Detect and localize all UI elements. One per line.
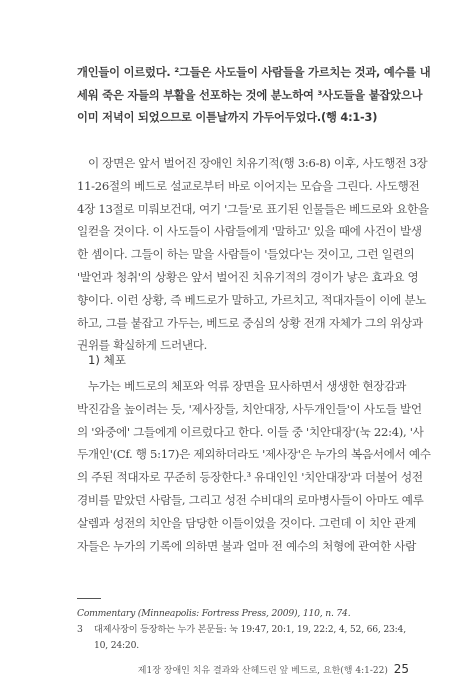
footnote-number: 3 <box>77 624 83 635</box>
quote-line: 세워 죽은 자들의 부활을 선포하는 것에 분노하여 ³사도들을 붙잡았으나 <box>77 88 423 102</box>
arrest-paragraph <box>77 375 431 557</box>
body-line: 살렘과 성전의 치안을 담당한 이들이었을 것이다. 그런데 이 치안 관계 <box>77 515 417 530</box>
running-title: 제1장 장애인 치유 결과와 산헤드린 앞 베드로, 요한(행 4:1-22) <box>137 666 388 676</box>
body-line: '발언과 청취'의 상황은 앞서 벌어진 치유기적의 경이가 낳은 효과요 영 <box>77 269 419 284</box>
scripture-quote <box>77 62 431 130</box>
footnote-text: 대제사장이 등장하는 누가 본문들: 눅 19:47, 20:1, 19, 22:2, 4, 52, 66, 23:4, <box>94 624 406 635</box>
body-line: 권위를 확실하게 드러낸다. <box>77 338 208 353</box>
body-line: 4장 13절로 미뤄보건대, 여기 '그들'로 표기된 인물들은 베드로와 요한을 <box>77 201 429 216</box>
body-line: 의 주된 적대자로 꾸준히 등장한다.³ 유대인인 '치안대장'과 더불어 성전 <box>77 470 423 485</box>
body-line: 이 장면은 앞서 벌어진 장애인 치유기적(행 3:6-8) 이후, 사도행전 3장 <box>88 156 428 170</box>
body-line: 두개인'(Cf. 행 5:17)은 제외하더라도 '제사장'은 누가의 복음서에서 예수 <box>77 447 431 462</box>
body-line: 한 셈이다. 그들이 하는 말을 사람들이 '들었다'는 것이고, 그런 일련의 <box>77 247 415 262</box>
quote-line: 이미 저녁이 되었으므로 이튿날까지 가두어두었다.(행 4:1-3) <box>77 111 378 124</box>
page-number: 25 <box>393 662 409 676</box>
body-line: 누가는 베드로의 체포와 억류 장면을 묘사하면서 생생한 현장감과 <box>88 379 406 393</box>
body-line: 자들은 누가의 기록에 의하면 불과 얼마 전 예수의 처형에 관여한 사람 <box>77 538 417 553</box>
quote-line: 개인들이 이르렀다. ²그들은 사도들이 사람들을 가르치는 것과, 예수를 내 <box>77 66 431 79</box>
body-line: 의 '와중에' 그들에게 이르렀다고 한다. 이들 중 '치안대장'(눅 22:4), '사 <box>77 424 424 439</box>
footnotes <box>77 606 409 654</box>
body-line: 하고, 그를 붙잡고 가두는, 베드로 중심의 상황 전개 자체가 그의 위상과 <box>77 315 423 330</box>
body-line: 경비를 맡았던 사람들, 그리고 성전 수비대의 로마병사들이 아마도 예루 <box>77 492 424 507</box>
footnote-3-continued <box>77 638 409 654</box>
footnote-text: 10, 24:20. <box>94 640 139 651</box>
footnote-divider <box>77 598 101 599</box>
section-heading: 1) 체포 <box>88 353 126 367</box>
body-line: 향이다. 이런 상황, 즉 베드로가 말하고, 가르치고, 적대자들이 이에 분노 <box>77 292 427 307</box>
body-line: 일컫을 것이다. 이 사도들이 사람들에게 '말하고' 있을 때에 사건이 발생 <box>77 224 422 239</box>
running-footer <box>138 662 409 676</box>
footnote-citation: Commentary (Minneapolis: Fortress Press, 2009), 110, n. 74. <box>77 608 351 619</box>
intro-paragraph <box>77 152 429 357</box>
footnote-3 <box>77 622 409 638</box>
body-line: 박진감을 높이려는 듯, '제사장들, 치안대장, 사두개인들'이 사도들 발언 <box>77 401 422 416</box>
body-line: 11-26절의 베드로 설교로부터 바로 이어지는 모습을 그린다. 사도행전 <box>77 178 420 193</box>
